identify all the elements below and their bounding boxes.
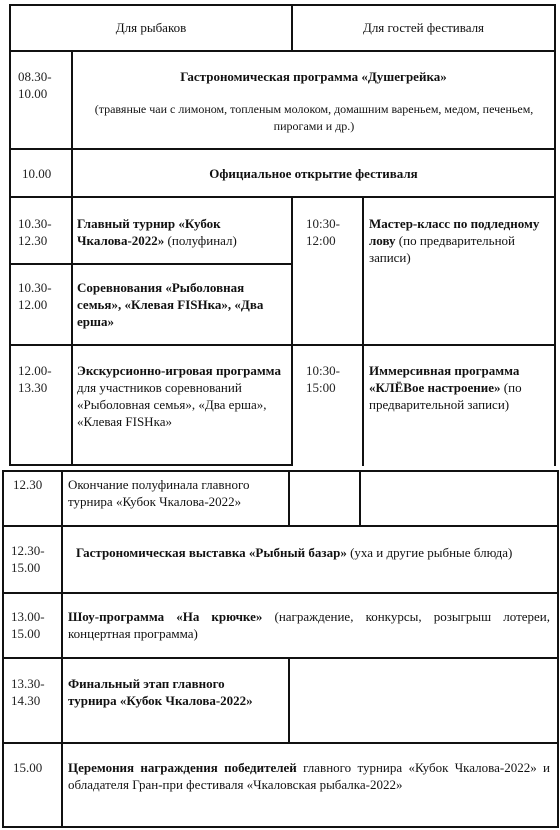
header-col-fishers: Для рыбаков <box>115 20 187 35</box>
row1-time: 08.30-10.00 <box>18 69 52 101</box>
row9-time: 13.30-14.30 <box>11 676 45 708</box>
row5-guest-time: 10:30-15:00 <box>306 363 340 395</box>
row5-title-rest: для участников соревнований «Рыболовная семья», «Два ерша», «Клевая FISHка» <box>77 380 267 429</box>
row3-title <box>77 215 287 249</box>
row6-time: 12.30 <box>13 477 43 492</box>
row5-time: 12.00-13.30 <box>18 363 52 395</box>
row8-title-bold: Шоу-программа «На крючке» <box>68 609 263 624</box>
row8-title <box>68 608 550 642</box>
row10-time: 15.00 <box>13 760 43 775</box>
row3-guest-rest: (по предварительной записи) <box>369 233 515 265</box>
row9-title: Финальный этап главного турнира «Кубок Чкалова-2022» <box>68 676 253 708</box>
row7-time: 12.30-15.00 <box>11 543 45 575</box>
row2-title: Официальное открытие фестиваля <box>209 166 418 181</box>
row8-time: 13.00-15.00 <box>11 609 45 641</box>
row5-guest-rest: (по предварительной записи) <box>369 380 522 412</box>
row3-title-rest: (полуфинал) <box>164 233 237 248</box>
row7-title <box>76 544 550 561</box>
header-col-guests: Для гостей фестиваля <box>362 20 485 35</box>
row1-title: Гастрономическая программа «Душегрейка» <box>180 69 447 84</box>
row3-time: 10.30-12.30 <box>18 216 52 248</box>
row4-title: Соревнования «Рыболовная семья», «Клевая FISHка», «Два ерша» <box>77 280 264 329</box>
row6-title: Окончание полуфинала главного турнира «Кубок Чкалова-2022» <box>68 477 250 509</box>
row1-desc: (травяные чаи с лимоном, топленым молоком, домашним вареньем, медом, печеньем, пирогами и др.) <box>94 102 534 133</box>
row5-title-bold: Экскурсионно-игровая программа <box>77 363 281 378</box>
row3-guest-title <box>369 215 549 266</box>
row7-title-rest: (уха и другие рыбные блюда) <box>346 545 513 560</box>
row10-title <box>68 759 550 793</box>
row3-title-bold: Главный турнир «Кубок Чкалова-2022» <box>77 216 221 248</box>
row8-title-rest: (награждение, конкурсы, розыгрыш лотереи, концертная программа) <box>68 609 551 641</box>
row5-guest-title <box>369 362 551 413</box>
row7-title-bold: Гастрономическая выставка «Рыбный базар» <box>76 545 347 560</box>
row5-guest-bold: Иммерсивная программа «КЛЁВое настроение» <box>369 363 520 395</box>
row10-title-bold: Церемония награждения победителей <box>68 760 297 775</box>
row10-title-rest: главного турнира «Кубок Чкалова-2022» и обладателя Гран-при фестиваля «Чкаловская рыбалка-2022» <box>68 760 550 792</box>
row3-guest-bold: Мастер-класс по подледному лову <box>369 216 540 248</box>
row4-time: 10.30-12.00 <box>18 280 52 312</box>
row3-guest-time: 10:30-12:00 <box>306 216 340 248</box>
row2-time: 10.00 <box>22 166 52 181</box>
row5-title <box>77 362 287 430</box>
